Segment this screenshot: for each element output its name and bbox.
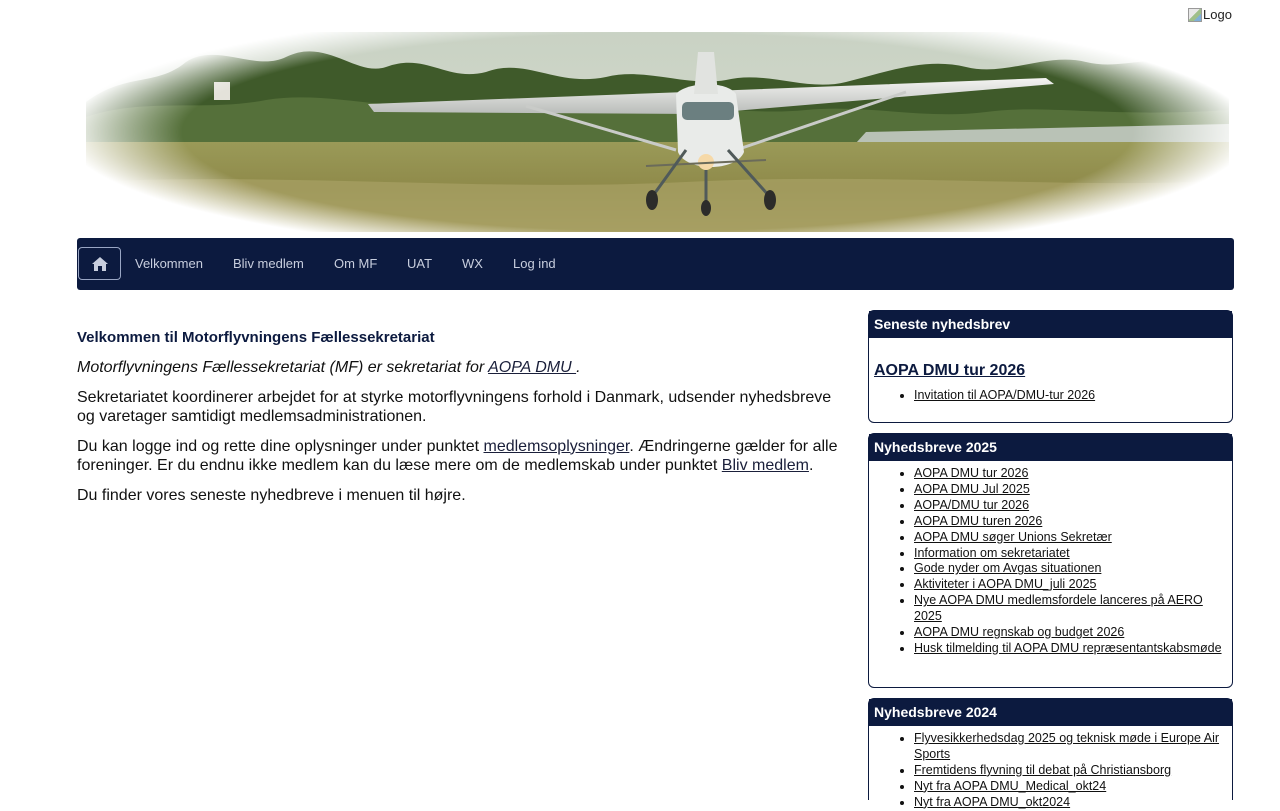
description-paragraph: Sekretariatet koordinerer arbejdet for at styrke motorflyvningens forhold i Danmark, udsender nyhedsbreve og varetager samtidigt medlemsadministrationen. — [77, 388, 832, 425]
list-item — [914, 795, 1224, 811]
become-member-link[interactable]: Bliv medlem — [721, 457, 809, 474]
newsletters-2024-panel — [868, 698, 1233, 809]
nav-item-velkommen[interactable]: Velkommen — [135, 256, 203, 271]
panel-title: Nyhedsbreve 2024 — [869, 699, 1232, 726]
main-navbar — [77, 238, 1234, 290]
nav-item-uat[interactable]: UAT — [407, 256, 433, 271]
broken-image-icon — [1188, 8, 1202, 22]
nav-item-om-mf[interactable]: Om MF — [334, 256, 378, 271]
list-item — [914, 625, 1224, 641]
newsletter-link[interactable]: Flyvesikkerhedsdag 2025 og teknisk møde i Europe Air Sports — [914, 731, 1220, 761]
intro-paragraph — [77, 358, 847, 378]
newsletter-link[interactable]: Fremtidens flyvning til debat på Christiansborg — [914, 762, 1172, 777]
list-item — [914, 530, 1224, 546]
newsletter-link[interactable]: Husk tilmelding til AOPA DMU repræsentantskabsmøde — [914, 640, 1222, 655]
list-item — [914, 763, 1224, 779]
newsletter-link[interactable]: Nyt fra AOPA DMU_Medical_okt24 — [914, 778, 1107, 793]
panel-title: Seneste nyhedsbrev — [869, 311, 1232, 338]
newsletter-link[interactable]: AOPA DMU turen 2026 — [914, 513, 1043, 528]
newsletter-link[interactable]: Gode nyder om Avgas situationen — [914, 561, 1102, 576]
intro-suffix: . — [576, 359, 581, 376]
list-item — [914, 388, 1224, 404]
newsletter-link[interactable]: Nye AOPA DMU medlemsfordele lanceres på AERO 2025 — [914, 593, 1203, 624]
login-suffix: . — [808, 457, 814, 474]
login-text: Du kan logge ind og rette dine oplysninger under punktet — [77, 437, 484, 455]
newsletter-hint: Du finder vores seneste nyhedbreve i menuen til højre. — [77, 486, 466, 504]
intro-text: Motorflyvningens Fællessekretariat (MF) er sekretariat for — [77, 359, 489, 376]
newsletters-2025-panel — [868, 433, 1233, 688]
nav-item-bliv-medlem[interactable]: Bliv medlem — [233, 256, 304, 271]
newsletter-link[interactable]: Nyt fra AOPA DMU_okt2024 — [914, 794, 1071, 809]
page-title: Velkommen til Motorflyvningens Fællessekretariat — [77, 329, 435, 346]
newsletter-link[interactable]: Information om sekretariatet — [914, 545, 1070, 560]
list-item — [914, 498, 1224, 514]
latest-newsletter-panel — [868, 310, 1233, 423]
site-logo — [1188, 7, 1232, 22]
newsletter-link[interactable]: AOPA/DMU tur 2026 — [914, 497, 1030, 512]
list-item — [914, 466, 1224, 482]
banner-image — [86, 32, 1229, 232]
newsletter-link[interactable]: AOPA DMU tur 2026 — [914, 466, 1029, 480]
home-icon — [92, 257, 108, 271]
login-text-middle: . Ændringerne gælder for alle foreninger. Er du endnu ikke medlem kan du læse mere om de medlemskab under punktet — [77, 437, 838, 474]
list-item — [914, 641, 1224, 657]
aopa-dmu-link[interactable]: AOPA DMU — [488, 359, 577, 376]
nav-item-wx[interactable]: WX — [462, 256, 483, 271]
logo-alt-text: Logo — [1203, 7, 1232, 22]
main-content — [77, 328, 847, 515]
panel-title: Nyhedsbreve 2025 — [869, 434, 1232, 461]
newsletters-2025-list — [869, 466, 1232, 657]
newsletter-link[interactable]: AOPA DMU regnskab og budget 2026 — [914, 625, 1125, 640]
newsletter-link[interactable]: AOPA DMU søger Unions Sekretær — [914, 529, 1112, 544]
login-paragraph — [77, 437, 847, 476]
nav-item-log-ind[interactable]: Log ind — [513, 256, 556, 271]
list-item — [914, 482, 1224, 498]
list-item — [914, 561, 1224, 577]
nav-home-button[interactable] — [78, 247, 121, 280]
list-item — [914, 546, 1224, 562]
newsletter-link[interactable]: Aktiviteter i AOPA DMU_juli 2025 — [914, 577, 1097, 592]
list-item — [914, 731, 1224, 763]
list-item — [914, 514, 1224, 530]
latest-newsletter-title-link[interactable]: AOPA DMU tur 2026 — [874, 362, 1026, 379]
list-item — [914, 593, 1224, 625]
newsletter-link[interactable]: AOPA DMU Jul 2025 — [914, 481, 1030, 496]
member-info-link[interactable]: medlemsoplysninger — [483, 437, 630, 455]
latest-newsletter-list — [869, 388, 1232, 404]
newsletters-2024-list — [869, 731, 1232, 811]
list-item — [914, 779, 1224, 795]
newsletter-link[interactable]: Invitation til AOPA/DMU-tur 2026 — [914, 388, 1096, 402]
list-item — [914, 577, 1224, 593]
